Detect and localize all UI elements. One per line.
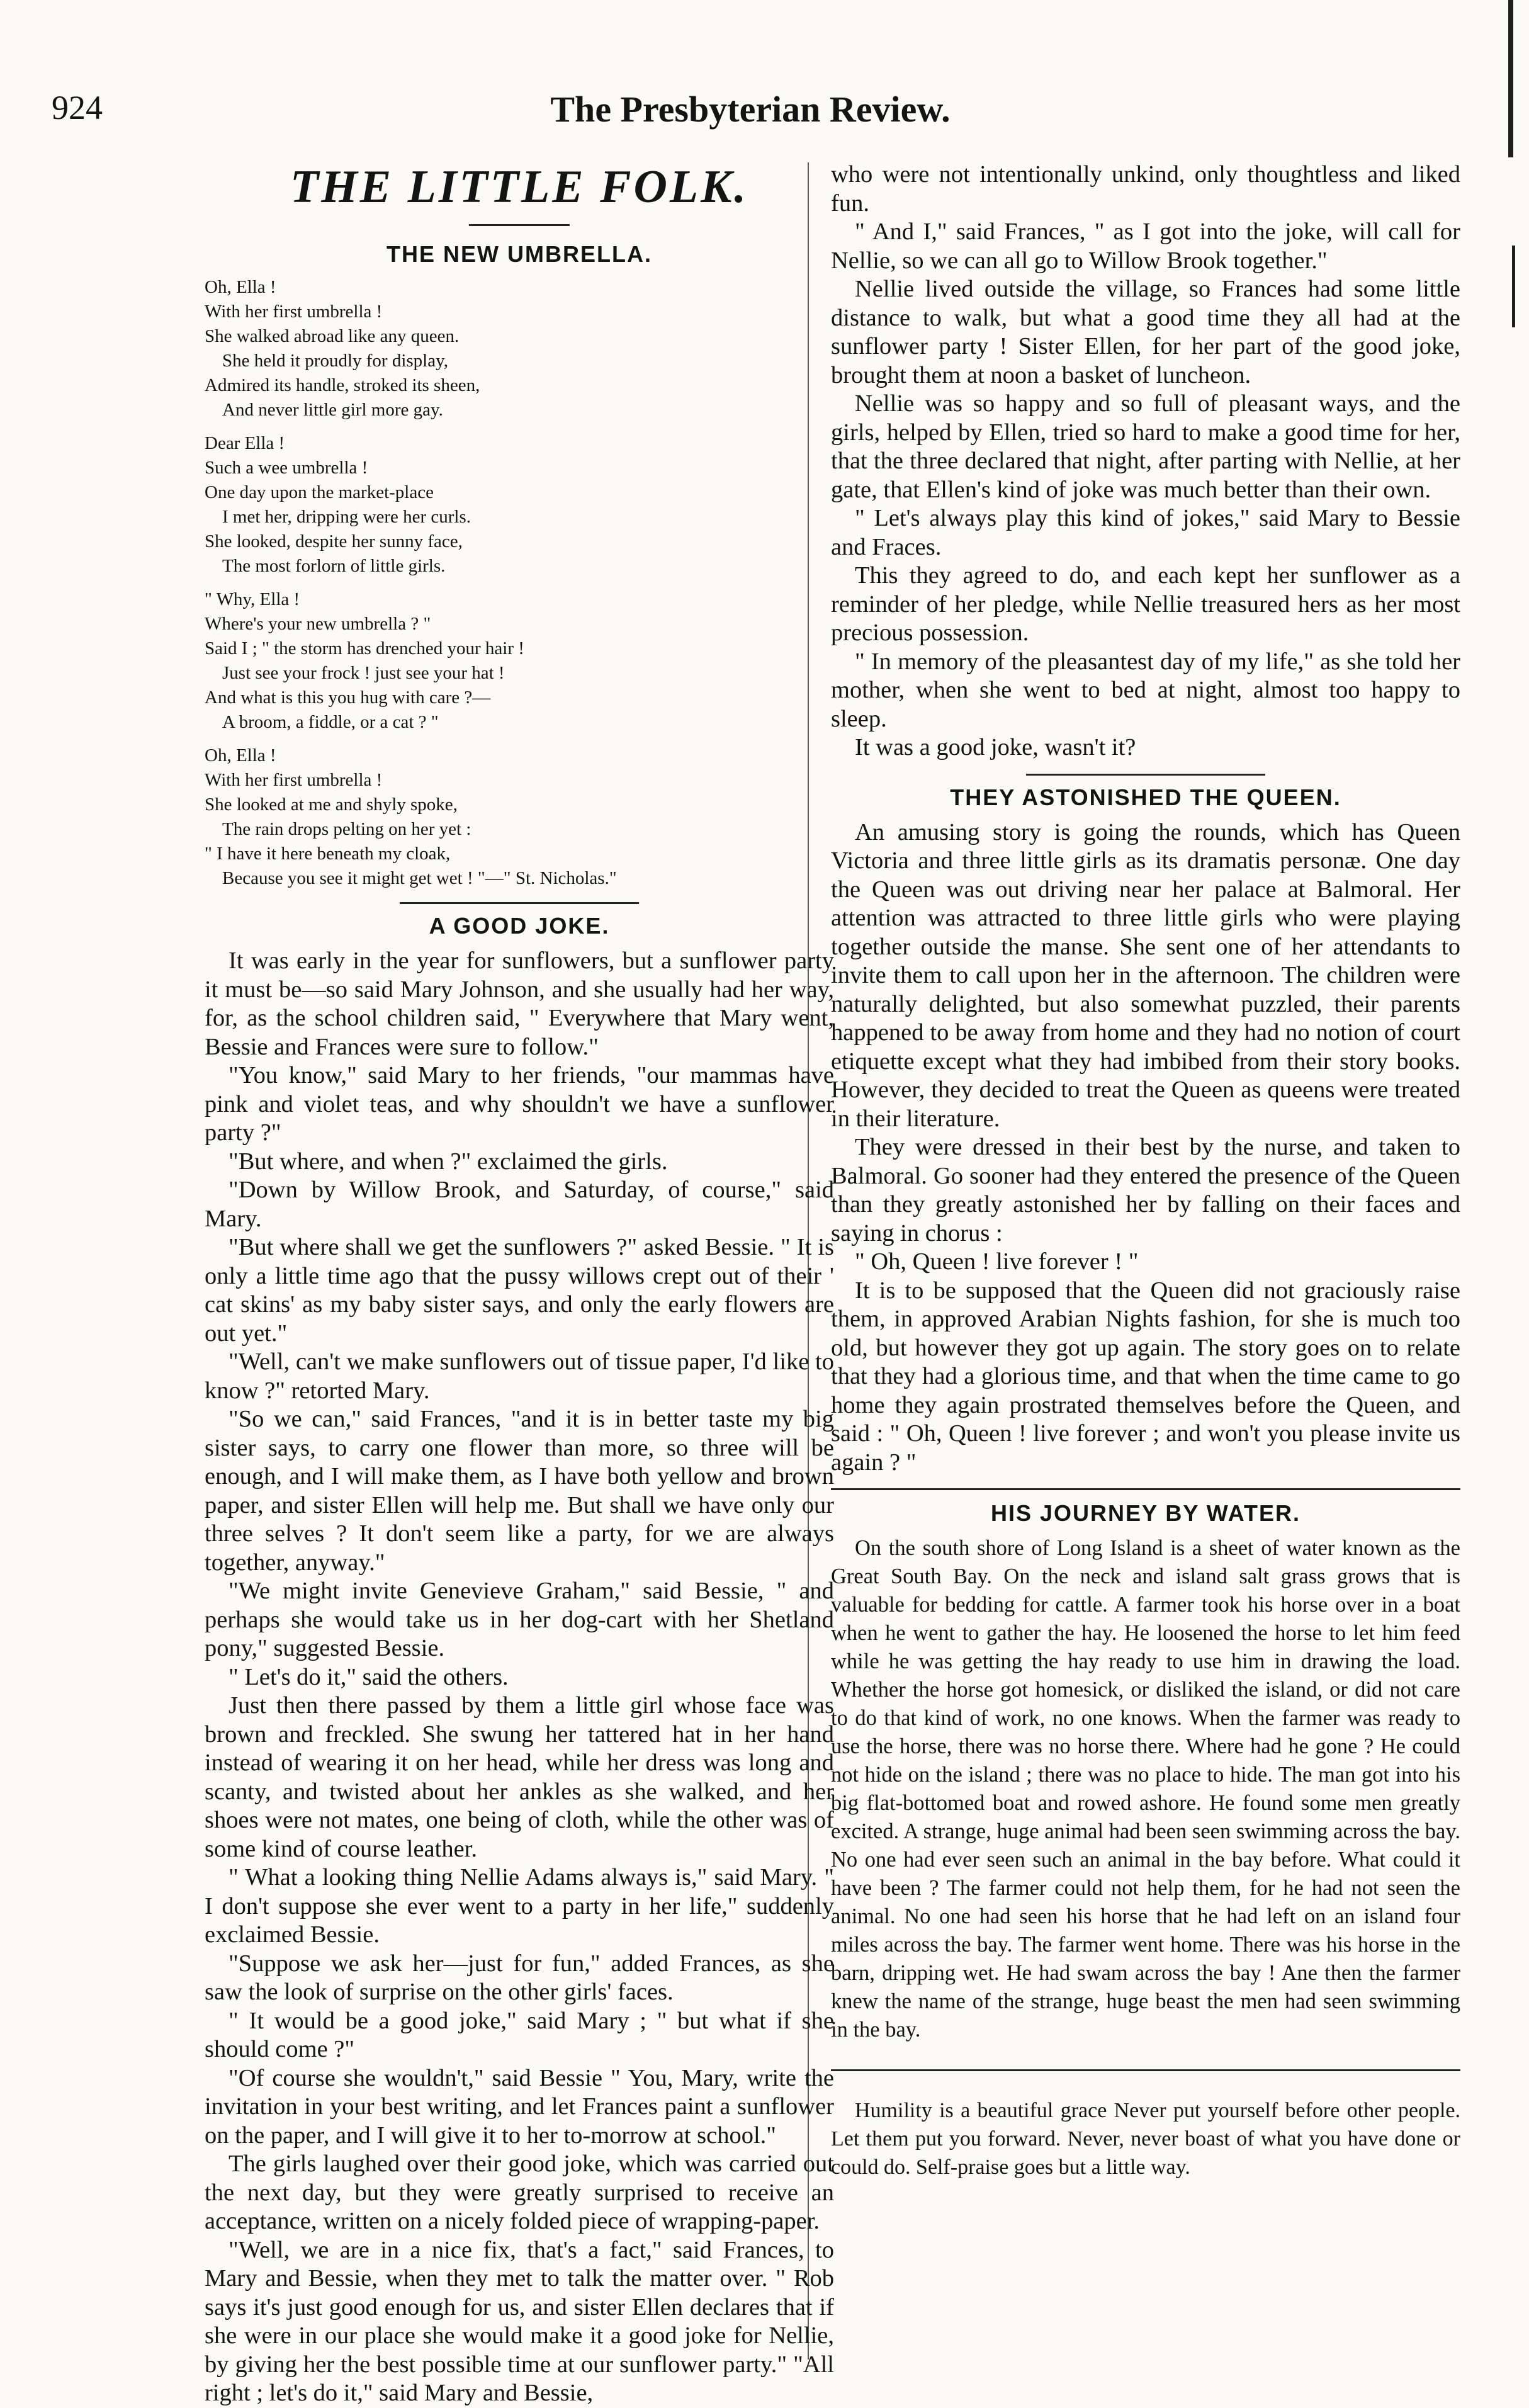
poem xyxy=(205,275,834,891)
story-heading: THEY ASTONISHED THE QUEEN. xyxy=(950,784,1341,810)
paragraph: " What a looking thing Nellie Adams always is," said Mary. " I don't suppose she ever went to a party in her life," suddenly exclaimed Bessie. xyxy=(205,1864,834,1948)
right-column xyxy=(831,161,1460,2181)
poem-line: Where's your new umbrella ? " xyxy=(205,614,431,634)
story-heading: A GOOD JOKE. xyxy=(429,913,610,939)
paragraph: The girls laughed over their good joke, which was carried out the next day, but they were greatly surprised to receive an acceptance, written on a nicely folded piece of wrapping-paper. xyxy=(205,2151,834,2234)
poem-line: Because you see it might get wet ! "—" St. Nicholas." xyxy=(222,868,617,888)
paragraph: It was a good joke, wasn't it? xyxy=(855,734,1136,760)
section-title: THE LITTLE FOLK. xyxy=(290,161,748,213)
section-rule xyxy=(831,2069,1460,2071)
poem-line: The most forlorn of little girls. xyxy=(222,556,446,576)
paragraph: "Suppose we ask her—just for fun," added Frances, as she saw the look of surprise on the other girls' faces. xyxy=(205,1950,834,2005)
poem-line: Oh, Ella ! xyxy=(205,745,276,766)
section-rule xyxy=(831,1488,1460,1490)
poem-line: Admired its handle, stroked its sheen, xyxy=(205,375,480,395)
poem-heading: THE NEW UMBRELLA. xyxy=(386,241,652,267)
poem-line: And what is this you hug with care ?— xyxy=(205,687,491,708)
poem-line: With her first umbrella ! xyxy=(205,770,383,790)
poem-stanza xyxy=(205,743,834,891)
poem-line: I met her, dripping were her curls. xyxy=(222,507,471,527)
paragraph: Nellie was so happy and so full of pleasant ways, and the girls, helped by Ellen, tried so hard to make a good time for her, that the three declared that night, after parting with Nellie, at her gate, that Ellen's kind of joke was much better than their own. xyxy=(831,390,1460,503)
poem-line: With her first umbrella ! xyxy=(205,302,383,322)
good-joke-story xyxy=(205,947,834,2408)
poem-line: She looked at me and shyly spoke, xyxy=(205,794,458,815)
paragraph: It is to be supposed that the Queen did not graciously raise them, in approved Arabian Nights fashion, for she is much too old, but however they got up again. The story goes on to relate that they had a glorious time, and that when the time came to go home they again prostrated themselves before the Queen, and said : " Oh, Queen ! live forever ; and won't you please invite us again ? " xyxy=(831,1277,1460,1476)
poem-line: The rain drops pelting on her yet : xyxy=(222,819,471,839)
poem-line: " Why, Ella ! xyxy=(205,589,300,609)
poem-line: She held it proudly for display, xyxy=(222,351,448,371)
poem-line: She looked, despite her sunny face, xyxy=(205,531,463,551)
paragraph: " In memory of the pleasantest day of my life," as she told her mother, when she went to bed at night, almost too happy to sleep. xyxy=(831,648,1460,732)
humility-note: Humility is a beautiful grace Never put yourself before other people. Let them put you forward. Never, never boast of what you have done or could do. Self-praise goes but a little way. xyxy=(831,2099,1460,2179)
paragraph: who were not intentionally unkind, only thoughtless and liked fun. xyxy=(831,161,1460,217)
poem-line: Said I ; " the storm has drenched your hair ! xyxy=(205,638,524,659)
paragraph: This they agreed to do, and each kept her sunflower as a reminder of her pledge, while Nellie treasured hers as her most precious possession. xyxy=(831,562,1460,646)
poem-line: Oh, Ella ! xyxy=(205,277,276,297)
paragraph: " It would be a good joke," said Mary ; " but what if she should come ?" xyxy=(205,2007,834,2062)
section-rule xyxy=(400,902,639,904)
left-column xyxy=(205,161,834,2408)
paragraph: "You know," said Mary to her friends, "our mammas have pink and violet teas, and why shouldn't we have a sunflower party ?" xyxy=(205,1062,834,1146)
paragraph: "But where shall we get the sunflowers ?" asked Bessie. " It is only a little time ago that the pussy willows crept out of their ' cat skins' as my baby sister says, and only the early flowers are out yet." xyxy=(205,1234,834,1347)
page-edge-rule xyxy=(1512,246,1515,327)
journal-title: The Presbyterian Review. xyxy=(550,89,951,130)
paragraph: On the south shore of Long Island is a sheet of water known as the Great South Bay. On the neck and island salt grass grows that is valuable for bedding for cattle. A farmer took his horse over in a boat when he went to gather the hay. He loosened the horse to let him feed while he was getting the hay ready to use him in drawing the load. Whether the horse got homesick, or disliked the island, or did not care to do that kind of work, no one knows. When the farmer was ready to use the horse, there was no horse there. Where had he gone ? He could not hide on the island ; there was no place to hide. The man got into his big flat-bottomed boat and rowed ashore. He found some men greatly excited. A strange, huge animal had been seen swimming across the bay. No one had ever seen such an animal in the bay before. What could it have been ? The farmer could not help them, for he had not seen the animal. No one had seen his horse that he had left on an island four miles across the bay. The farmer went home. There was his horse in the barn, dripping wet. He had swam across the bay ! Ane then the farmer knew the name of the strange, huge beast the men had seen swimming in the bay. xyxy=(831,1536,1460,2042)
poem-line: " I have it here beneath my cloak, xyxy=(205,844,451,864)
queen-story xyxy=(831,818,1460,1478)
good-joke-continued xyxy=(831,161,1460,762)
poem-line: A broom, a fiddle, or a cat ? " xyxy=(222,712,439,732)
paragraph: "Of course she wouldn't," said Bessie " You, Mary, write the invitation in your best writing, and let Frances paint a sunflower on the paper, and I will give it to her to-morrow at school." xyxy=(205,2064,834,2149)
page-number: 924 xyxy=(52,89,103,127)
poem-stanza xyxy=(205,275,834,422)
poem-line: One day upon the market-place xyxy=(205,482,434,502)
poem-line: Just see your frock ! just see your hat ! xyxy=(222,663,505,683)
paragraph: " Let's always play this kind of jokes," said Mary to Bessie and Fraces. xyxy=(831,505,1460,560)
water-story xyxy=(831,1534,1460,2044)
page-header xyxy=(52,88,1449,151)
paragraph: "But where, and when ?" exclaimed the girls. xyxy=(229,1148,668,1175)
paragraph: "We might invite Genevieve Graham," said Bessie, " and perhaps she would take us in her dog-cart with her Shetland pony," suggested Bessie. xyxy=(205,1578,834,1661)
poem-stanza xyxy=(205,587,834,735)
poem-line: Dear Ella ! xyxy=(205,433,285,453)
paragraph: "So we can," said Frances, "and it is in better taste my big sister says, to carry one flower than more, so three will be enough, and I will make them, as I have both yellow and brown paper, and sister Ellen will help me. But shall we have only our three selves ? It don't seem like a party, for we are always together, anyway." xyxy=(205,1406,834,1576)
title-rule xyxy=(469,224,570,226)
story-heading: HIS JOURNEY BY WATER. xyxy=(990,1500,1301,1526)
paragraph: Nellie lived outside the village, so Frances had some little distance to walk, but what a good time they all had at the sunflower party ! Sister Ellen, for her part of the good joke, brought them at noon a basket of luncheon. xyxy=(831,276,1460,388)
paragraph: " Let's do it," said the others. xyxy=(229,1663,509,1690)
page-edge-rule xyxy=(1508,0,1513,157)
section-rule xyxy=(1026,774,1265,776)
poem-stanza xyxy=(205,431,834,579)
poem-line: She walked abroad like any queen. xyxy=(205,326,460,346)
poem-line: Such a wee umbrella ! xyxy=(205,458,368,478)
paragraph: They were dressed in their best by the nurse, and taken to Balmoral. Go sooner had they entered the presence of the Queen than they greatly astonished her by falling on their faces and saying in chorus : xyxy=(831,1134,1460,1246)
paragraph: " And I," said Frances, " as I got into the joke, will call for Nellie, so we can all go to Willow Brook together." xyxy=(831,218,1460,274)
paragraph: "Well, we are in a nice fix, that's a fact," said Frances, to Mary and Bessie, when they met to talk the matter over. " Rob says it's just good enough for us, and sister Ellen declares that if she were in our place she would make it a good joke for Nellie, by giving her the best possible time at our sunflower party." "All right ; let's do it," said Mary and Bessie, xyxy=(205,2236,834,2406)
paragraph: "Down by Willow Brook, and Saturday, of course," said Mary. xyxy=(205,1177,834,1232)
paragraph: " Oh, Queen ! live forever ! " xyxy=(855,1248,1139,1275)
paragraph: Just then there passed by them a little girl whose face was brown and freckled. She swung her tattered hat in her hand instead of wearing it on her head, while her dress was long and scanty, and twisted about her ankles as she walked, and her shoes were not mates, one being of cloth, while the other was of some kind of course leather. xyxy=(205,1692,834,1862)
paragraph: An amusing story is going the rounds, which has Queen Victoria and three little girls as its dramatis personæ. One day the Queen was out driving near her palace at Balmoral. Her attention was attracted to three little girls who were playing together outside the manse. She sent one of her attendants to invite them to call upon her in the afternoon. The children were naturally delighted, but also somewhat puzzled, their parents happened to be away from home and they had no notion of court etiquette except what they had imbibed from their story books. However, they decided to treat the Queen as queens were treated in their literature. xyxy=(831,818,1460,1132)
paragraph: "Well, can't we make sunflowers out of tissue paper, I'd like to know ?" retorted Mary. xyxy=(205,1348,834,1404)
paragraph: It was early in the year for sunflowers, but a sunflower party it must be—so said Mary Johnson, and she usually had her way, for, as the school children said, " Everywhere that Mary went, Bessie and Frances were sure to follow." xyxy=(205,947,834,1060)
poem-line: And never little girl more gay. xyxy=(222,400,443,420)
